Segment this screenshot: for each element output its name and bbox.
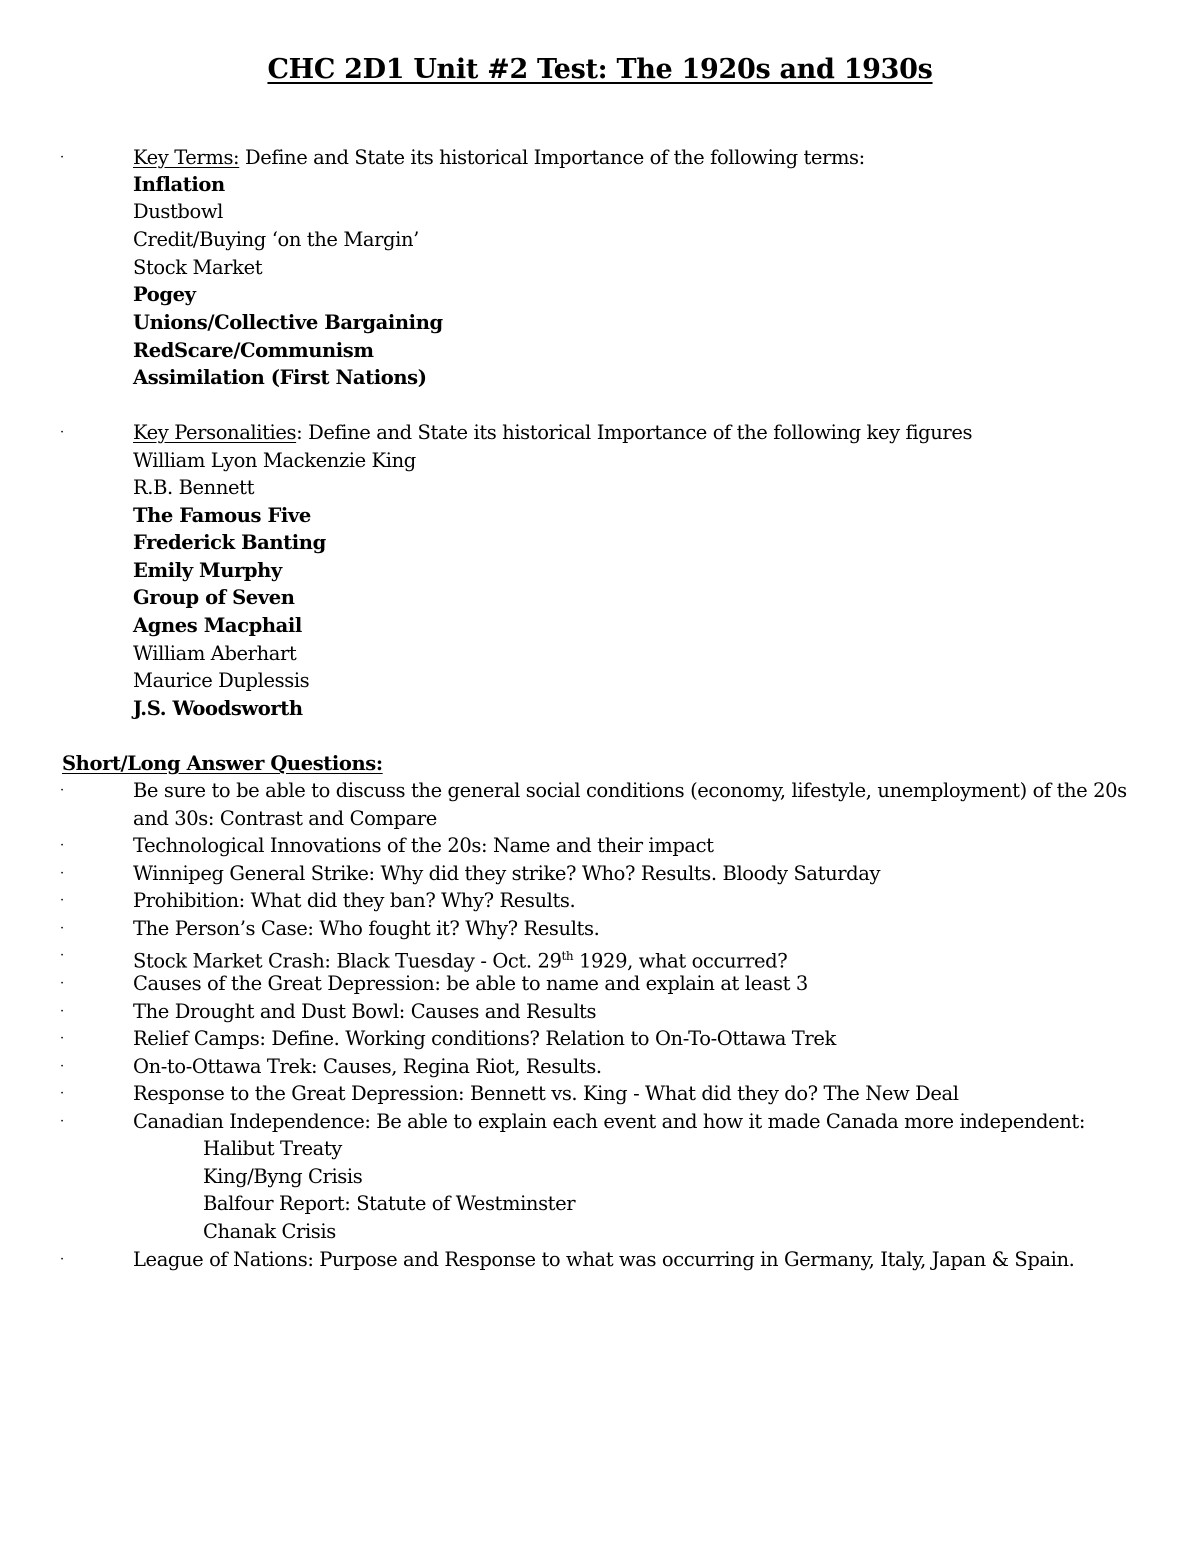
question-bullet: ·	[60, 893, 65, 908]
question-bullet: ·	[60, 1086, 65, 1101]
question-item: Response to the Great Depression: Bennett vs. King - What did they do? The New Deal	[133, 1082, 959, 1105]
question-bullet: ·	[60, 838, 65, 853]
key-personality-item: Maurice Duplessis	[133, 669, 310, 692]
question-item: Relief Camps: Define. Working conditions? Relation to On-To-Ottawa Trek	[133, 1027, 836, 1050]
key-term-item: Assimilation (First Nations)	[133, 366, 427, 389]
key-terms-label: Key Terms:	[133, 146, 240, 169]
key-term-item: RedScare/Communism	[133, 339, 374, 362]
question-bullet: ·	[60, 976, 65, 991]
independence-sub-item: Chanak Crisis	[203, 1220, 336, 1243]
key-personality-item: The Famous Five	[133, 504, 311, 527]
question-bullet: ·	[60, 1114, 65, 1129]
key-personality-item: William Lyon Mackenzie King	[133, 449, 416, 472]
question-item: League of Nations: Purpose and Response to what was occurring in Germany, Italy, Japan & Spain.	[133, 1248, 1075, 1271]
stock-crash-text: Stock Market Crash: Black Tuesday - Oct. 29	[133, 949, 562, 973]
key-term-item: Credit/Buying ‘on the Margin’	[133, 228, 419, 251]
question-bullet: ·	[60, 1252, 65, 1267]
key-personality-item: R.B. Bennett	[133, 476, 255, 499]
independence-sub-item: King/Byng Crisis	[203, 1165, 363, 1188]
question-item-stock-market-crash	[133, 944, 787, 974]
question-item: Technological Innovations of the 20s: Name and their impact	[133, 834, 714, 857]
question-bullet: ·	[60, 783, 65, 798]
question-bullet: ·	[60, 866, 65, 881]
key-term-item: Unions/Collective Bargaining	[133, 311, 443, 334]
question-bullet: ·	[60, 921, 65, 936]
question-bullet: ·	[60, 948, 65, 963]
stock-crash-superscript: th	[561, 949, 574, 963]
question-item: The Drought and Dust Bowl: Causes and Results	[133, 1000, 597, 1023]
key-personalities-label: Key Personalities	[133, 421, 297, 444]
question-item: Prohibition: What did they ban? Why? Results.	[133, 889, 576, 912]
key-term-item: Stock Market	[133, 256, 263, 279]
key-personality-item: J.S. Woodsworth	[133, 697, 303, 720]
key-personalities-intro-line	[133, 421, 972, 445]
question-item: Be sure to be able to discuss the general social conditions (economy, lifestyle, unemployment) of the 20s and 30s: Contrast and Compare	[133, 779, 1127, 830]
bullet-key-personalities: ·	[60, 425, 65, 440]
key-term-item: Pogey	[133, 283, 196, 306]
key-personality-item: Group of Seven	[133, 586, 295, 609]
question-item: Causes of the Great Depression: be able to name and explain at least 3	[133, 972, 808, 995]
question-bullet: ·	[60, 1004, 65, 1019]
key-term-item: Inflation	[133, 173, 225, 196]
question-item: Winnipeg General Strike: Why did they strike? Who? Results. Bloody Saturday	[133, 862, 881, 885]
questions-heading: Short/Long Answer Questions:	[62, 752, 383, 775]
key-personality-item: Frederick Banting	[133, 531, 326, 554]
stock-crash-text-end: 1929, what occurred?	[573, 949, 788, 973]
question-item: On-to-Ottawa Trek: Causes, Regina Riot, Results.	[133, 1055, 602, 1078]
key-personality-item: Agnes Macphail	[133, 614, 302, 637]
key-terms-intro-line	[133, 146, 865, 170]
independence-sub-item: Balfour Report: Statute of Westminster	[203, 1192, 576, 1215]
key-personality-item: Emily Murphy	[133, 559, 282, 582]
page-title: CHC 2D1 Unit #2 Test: The 1920s and 1930s	[267, 54, 933, 85]
key-term-item: Dustbowl	[133, 200, 223, 223]
question-bullet: ·	[60, 1031, 65, 1046]
key-terms-intro: Define and State its historical Importance of the following terms:	[239, 146, 865, 169]
bullet-key-terms: ·	[60, 150, 65, 165]
independence-sub-item: Halibut Treaty	[203, 1137, 342, 1160]
question-bullet: ·	[60, 1059, 65, 1074]
key-personalities-intro: : Define and State its historical Importance of the following key figures	[296, 421, 973, 444]
key-personality-item: William Aberhart	[133, 642, 297, 665]
question-item: The Person’s Case: Who fought it? Why? Results.	[133, 917, 600, 940]
question-item: Canadian Independence: Be able to explain each event and how it made Canada more independent:	[133, 1110, 1086, 1133]
